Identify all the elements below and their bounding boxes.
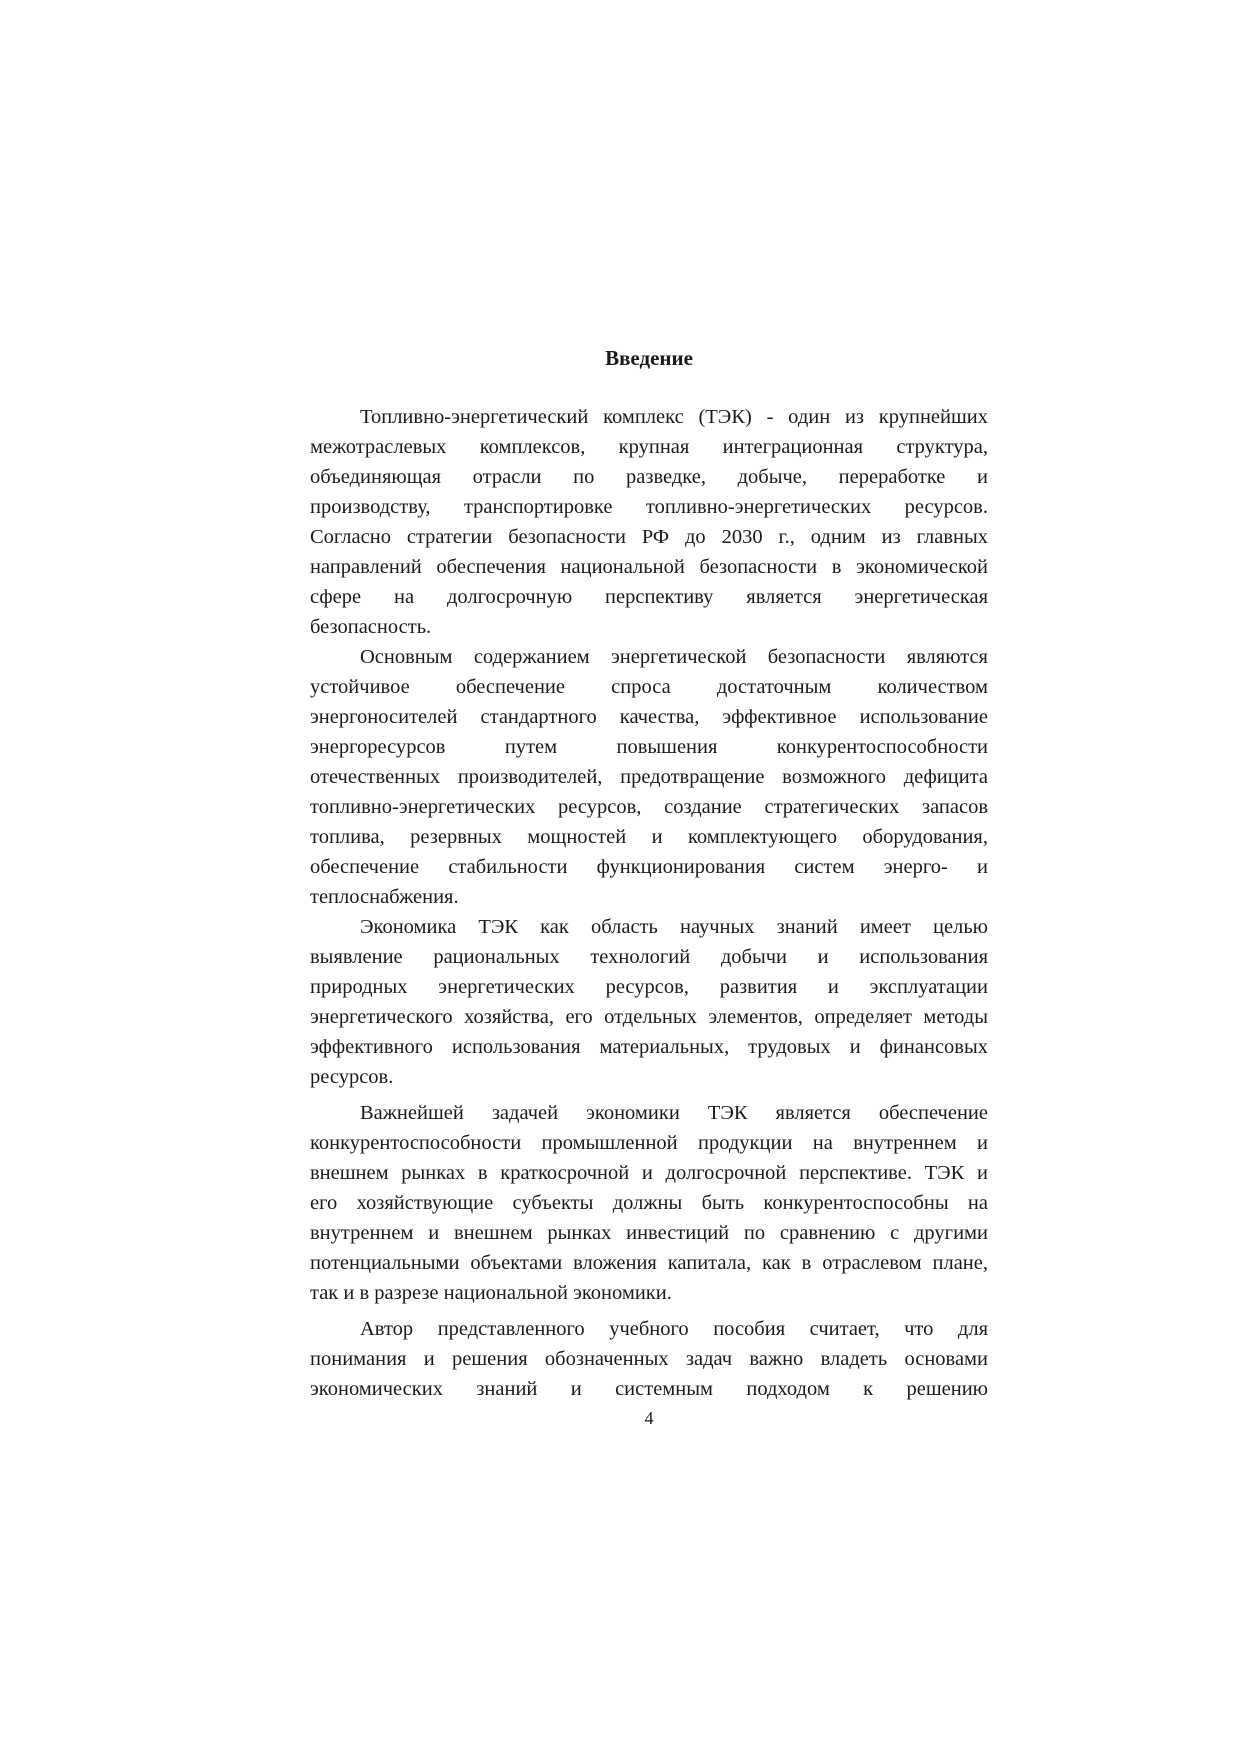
text-line: устойчивое обеспечение спроса достаточным количеством <box>310 676 988 698</box>
text-line: теплоснабжения. <box>310 886 459 908</box>
paragraph <box>310 642 988 912</box>
text-line: производству, транспортировке топливно-энергетических ресурсов. <box>310 496 988 518</box>
text-line: природных энергетических ресурсов, развития и эксплуатации <box>310 976 988 998</box>
text-line: безопасность. <box>310 616 432 638</box>
text-line: обеспечение стабильности функционирования систем энерго- и <box>310 856 988 878</box>
text-line: эффективного использования материальных, трудовых и финансовых <box>310 1036 988 1058</box>
text-line: Согласно стратегии безопасности РФ до 2030 г., одним из главных <box>310 526 988 548</box>
text-line: энергетического хозяйства, его отдельных элементов, определяет методы <box>310 1006 988 1028</box>
text-line: энергоносителей стандартного качества, эффективное использование <box>310 706 988 728</box>
text-line: внешнем рынках в краткосрочной и долгосрочной перспективе. ТЭК и <box>310 1162 988 1184</box>
text-line: конкурентоспособности промышленной продукции на внутреннем и <box>310 1132 988 1154</box>
text-line: топливно-энергетических ресурсов, создание стратегических запасов <box>310 796 988 818</box>
text-line: его хозяйствующие субъекты должны быть конкурентоспособны на <box>310 1192 988 1214</box>
text-line: внутреннем и внешнем рынках инвестиций по сравнению с другими <box>310 1222 988 1244</box>
text-line: экономических знаний и системным подходом к решению <box>310 1378 988 1400</box>
text-line: Автор представленного учебного пособия считает, что для <box>360 1318 988 1340</box>
page-number: 4 <box>644 1408 654 1428</box>
text-line: потенциальными объектами вложения капитала, как в отраслевом плане, <box>310 1252 988 1274</box>
text-line: энергоресурсов путем повышения конкурентоспособности <box>310 736 988 758</box>
body-text <box>310 402 988 1404</box>
paragraph <box>310 912 988 1092</box>
text-line: Экономика ТЭК как область научных знаний имеет целью <box>360 916 988 938</box>
page-title: Введение <box>605 346 693 370</box>
text-line: ресурсов. <box>310 1066 394 1088</box>
text-line: межотраслевых комплексов, крупная интеграционная структура, <box>310 436 988 458</box>
text-line: сфере на долгосрочную перспективу является энергетическая <box>310 586 988 608</box>
text-line: Основным содержанием энергетической безопасности являются <box>360 646 988 668</box>
text-line: выявление рациональных технологий добычи и использования <box>310 946 988 968</box>
paragraph <box>310 1098 988 1308</box>
text-line: так и в разрезе национальной экономики. <box>310 1282 672 1304</box>
text-line: направлений обеспечения национальной безопасности в экономической <box>310 556 988 578</box>
paragraph <box>310 1314 988 1404</box>
text-line: понимания и решения обозначенных задач важно владеть основами <box>310 1348 988 1370</box>
paragraph <box>310 402 988 642</box>
text-line: объединяющая отрасли по разведке, добыче, переработке и <box>310 466 988 488</box>
text-line: отечественных производителей, предотвращение возможного дефицита <box>310 766 988 788</box>
text-line: Важнейшей задачей экономики ТЭК является обеспечение <box>360 1102 988 1124</box>
text-line: топлива, резервных мощностей и комплектующего оборудования, <box>310 826 988 848</box>
text-line: Топливно-энергетический комплекс (ТЭК) - один из крупнейших <box>360 406 988 428</box>
